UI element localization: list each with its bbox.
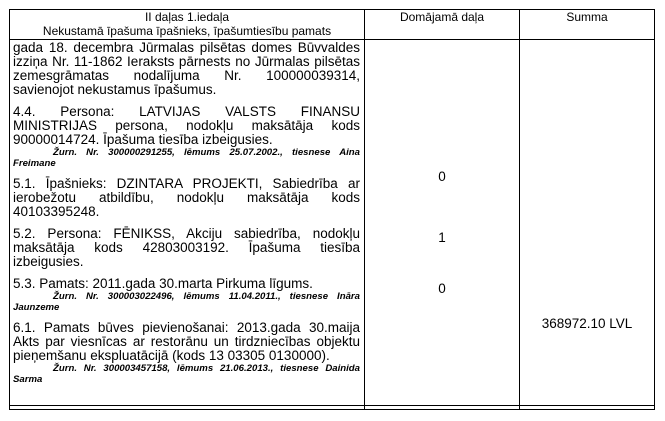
- footer-cell: [520, 406, 655, 410]
- share-cell: [365, 40, 520, 406]
- table-header-row: [10, 10, 655, 40]
- table-footer-row: [10, 406, 655, 410]
- register-table: [9, 9, 655, 410]
- share-column-header: Domājamā daļa: [365, 10, 520, 40]
- footer-cell: [10, 406, 365, 410]
- entry-text: 4.4. Persona: LATVIJAS VALSTS FINANSU MINISTRIJAS persona, nodokļu maksātāja kods 90000014724. Īpašuma tiesība izbeigusies.: [13, 104, 360, 147]
- entries-row: [10, 40, 655, 406]
- entry-text: gada 18. decembra Jūrmalas pilsētas domes Būvvaldes izziņa Nr. 11-1862 Ieraksts pārnests no Jūrmalas pilsētas zemesgrāmatas nodalījuma Nr. 100000039314, savienojot nekustamus īpašumus.: [13, 40, 360, 97]
- sum-value: 368972.10 LVL: [541, 316, 633, 331]
- share-value: 1: [438, 230, 446, 245]
- sum-column-header: Summa: [520, 10, 655, 40]
- section-subtitle: Nekustamā īpašuma īpašnieks, īpašumtiesību pamats: [42, 24, 332, 38]
- section-title: II daļas 1.iedaļa: [144, 10, 230, 24]
- footer-cell: [365, 406, 520, 410]
- entry-reference: Žurn. Nr. 300003022496, lēmums 11.04.2011., tiesnese Ināra Jaunzeme: [13, 291, 360, 313]
- entry-text: 5.3. Pamats: 2011.gada 30.marta Pirkuma līgums.: [13, 276, 313, 291]
- entry-reference: Žurn. Nr. 300000291255, lēmums 25.07.2002., tiesnese Aina Freimane: [13, 147, 360, 169]
- share-value: 0: [438, 281, 446, 296]
- owner-column-header: [10, 10, 365, 40]
- entry-text: 6.1. Pamats būves pievienošanai: 2013.gada 30.maija Akts par viesnīcas ar restorānu un tirdzniecības objektu pieņemšanu ekspluatācijā (kods 13 03305 0130000).: [13, 320, 360, 363]
- sum-cell: [520, 40, 655, 406]
- share-value: 0: [438, 169, 446, 184]
- entry-text: 5.1. Īpašnieks: DZINTARA PROJEKTI, Sabiedrība ar ierobežotu atbildību, nodokļu maksātāja kods 40103395248.: [13, 176, 360, 219]
- entry-reference: Žurn. Nr. 300003457158, lēmums 21.06.2013., tiesnese Dainida Sarma: [13, 363, 360, 385]
- entries-cell: [10, 40, 365, 406]
- entry-text: 5.2. Persona: FĒNIKSS, Akciju sabiedrība, nodokļu maksātāja kods 42803003192. Īpašuma tiesība izbeigusies.: [13, 226, 360, 269]
